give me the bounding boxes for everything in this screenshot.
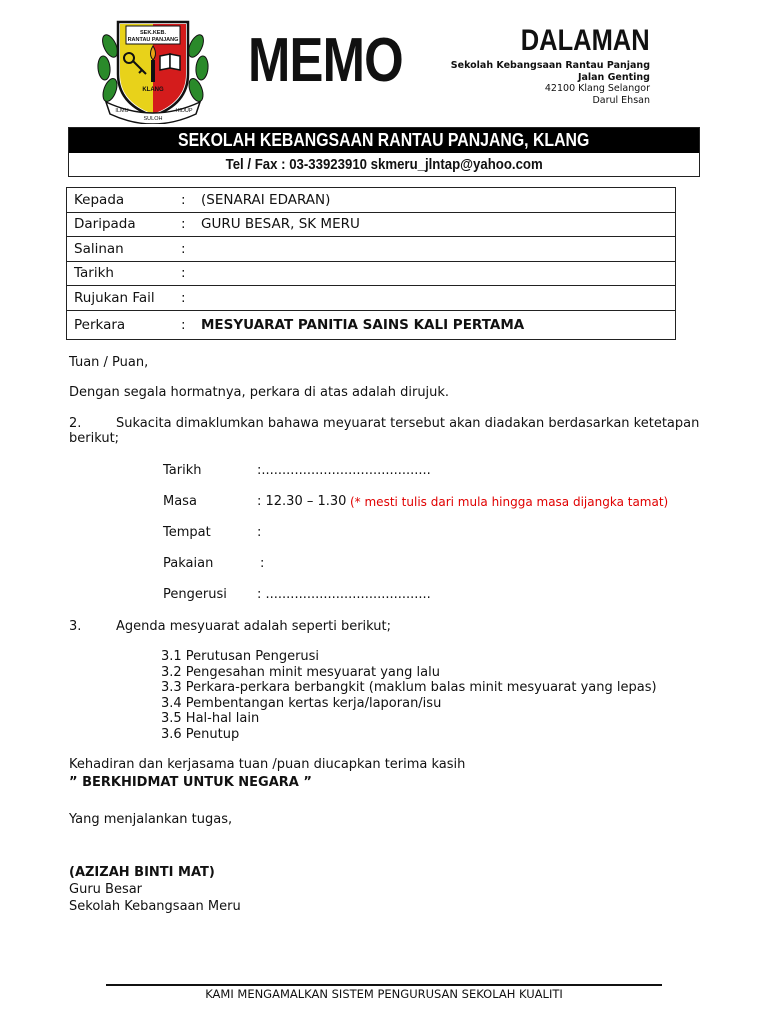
info-row-kepada: Kepada : (SENARAI EDARAN) (67, 188, 676, 213)
detail-tempat-label: Tempat (163, 525, 211, 540)
para2-continuation: berikut; (69, 431, 120, 446)
agenda-item: 3.5 Hal-hal lain (161, 711, 260, 726)
svg-text:RANTAU PANJANG: RANTAU PANJANG (127, 37, 179, 43)
signer-organisation: Sekolah Kebangsaan Meru (69, 899, 241, 914)
info-label: Salinan (67, 237, 175, 262)
detail-masa-value: : 12.30 – 1.30 (257, 494, 347, 509)
address-line-2: Jalan Genting (577, 71, 650, 83)
intro-paragraph: Dengan segala hormatnya, perkara di atas adalah dirujuk. (69, 385, 450, 400)
info-row-perkara: Perkara : MESYUARAT PANITIA SAINS KALI PERTAMA (67, 310, 676, 339)
masa-note: (* mesti tulis dari mula hingga masa dijangka tamat) (350, 495, 669, 509)
agenda-item: 3.1 Perutusan Pengerusi (161, 649, 320, 664)
svg-text:KLANG: KLANG (142, 87, 164, 93)
memo-category: DALAMAN (521, 24, 650, 57)
detail-tarikh-label: Tarikh (163, 463, 202, 478)
torch-icon (151, 46, 156, 82)
agenda-item: 3.3 Perkara-perkara berbangkit (maklum balas minit mesyuarat yang lepas) (161, 680, 657, 695)
footer-slogan: KAMI MENGAMALKAN SISTEM PENGURUSAN SEKOLAH KUALITI (205, 987, 563, 1001)
para2-text: Sukacita dimaklumkan bahawa meyuarat tersebut akan diadakan berdasarkan ketetapan (116, 416, 700, 431)
info-value: GURU BESAR, SK MERU (201, 216, 360, 233)
signer-title: Guru Besar (69, 882, 143, 897)
info-row-rujukan-fail: Rujukan Fail : (67, 286, 676, 311)
signer-name: (AZIZAH BINTI MAT) (69, 865, 215, 880)
svg-text:SEK.KEB.: SEK.KEB. (140, 30, 166, 36)
detail-pakaian-value: : (260, 556, 265, 571)
thanks-line: Kehadiran dan kerjasama tuan /puan diucapkan terima kasih (69, 757, 466, 772)
footer-divider (106, 984, 662, 986)
para3-number: 3. (69, 619, 82, 634)
para2-number: 2. (69, 416, 82, 431)
para3-text: Agenda mesyuarat adalah seperti berikut; (116, 619, 391, 634)
detail-pengerusi-value: : ........................................ (257, 587, 431, 602)
address-line-3: 42100 Klang Selangor (544, 83, 650, 94)
info-label: Rujukan Fail (67, 286, 175, 311)
info-label: Daripada (67, 212, 175, 237)
motto: ” BERKHIDMAT UNTUK NEGARA ” (69, 775, 312, 790)
closing-line: Yang menjalankan tugas, (69, 812, 233, 827)
info-label: Kepada (67, 188, 175, 213)
memo-title: MEMO (248, 26, 403, 95)
svg-text:HIDUP: HIDUP (175, 108, 193, 114)
detail-pakaian-label: Pakaian (163, 556, 214, 571)
svg-text:SULOH: SULOH (143, 116, 163, 122)
school-name: SEKOLAH KEBANGSAAN RANTAU PANJANG, KLANG (178, 130, 590, 150)
school-address (451, 60, 650, 106)
agenda-item: 3.2 Pengesahan minit mesyuarat yang lalu (161, 664, 440, 680)
info-label: Perkara (67, 310, 175, 339)
svg-text:ILMU: ILMU (115, 108, 129, 114)
detail-masa-label: Masa (163, 494, 197, 509)
greeting: Tuan / Puan, (69, 355, 149, 370)
agenda-list (161, 649, 657, 742)
contact-info: Tel / Fax : 03-33923910 skmeru_jlntap@yahoo.com (225, 156, 543, 173)
agenda-item: 3.6 Penutup (161, 726, 240, 742)
memo-info-table (66, 187, 676, 340)
address-line-1: Sekolah Kebangsaan Rantau Panjang (450, 60, 650, 71)
address-line-4: Darul Ehsan (592, 94, 650, 106)
school-crest-logo (96, 16, 210, 124)
info-row-salinan: Salinan : (67, 237, 676, 262)
info-row-tarikh: Tarikh : (67, 261, 676, 286)
school-banner (68, 127, 700, 177)
detail-tarikh-value: :......................................... (257, 463, 431, 478)
contact-bar (69, 153, 699, 176)
subject-value: MESYUARAT PANITIA SAINS KALI PERTAMA (201, 316, 525, 333)
detail-tempat-value: : (257, 525, 262, 540)
info-row-daripada: Daripada : GURU BESAR, SK MERU (67, 212, 676, 237)
agenda-item: 3.4 Pembentangan kertas kerja/laporan/isu (161, 695, 442, 711)
info-label: Tarikh (67, 261, 175, 286)
school-name-bar (69, 128, 699, 153)
book-icon (160, 54, 180, 70)
detail-pengerusi-label: Pengerusi (163, 587, 227, 602)
info-value: (SENARAI EDARAN) (201, 191, 331, 208)
